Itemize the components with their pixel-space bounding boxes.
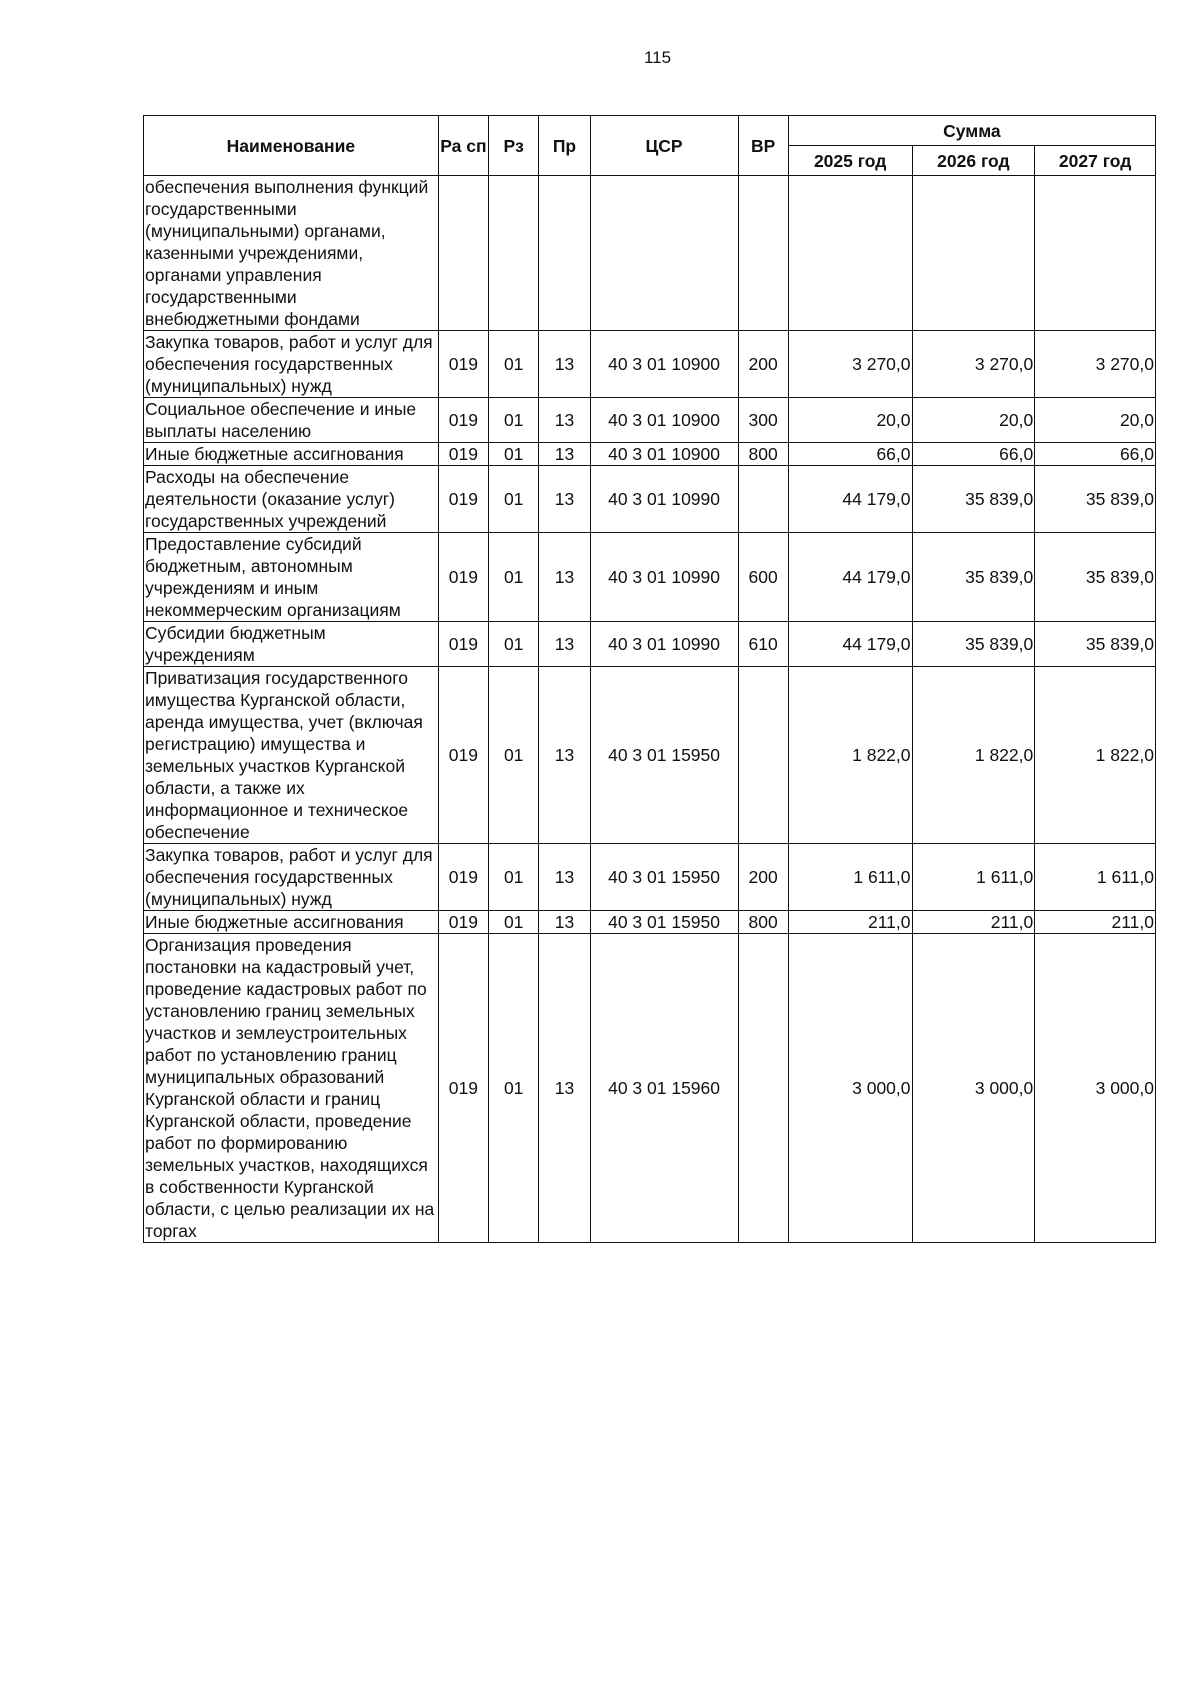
table-body bbox=[144, 176, 1156, 1243]
row-amount-2025: 1 822,0 bbox=[788, 667, 912, 844]
row-amount-2027: 211,0 bbox=[1035, 911, 1156, 934]
row-rz: 01 bbox=[489, 844, 539, 911]
table-row bbox=[144, 844, 1156, 911]
row-amount-2025: 3 270,0 bbox=[788, 331, 912, 398]
row-vr bbox=[738, 466, 788, 533]
row-name: Предоставление субсидий бюджетным, автономным учреждениям и иным некоммерческим организациям bbox=[144, 533, 439, 622]
row-pr: 13 bbox=[539, 398, 590, 443]
row-csr: 40 3 01 15950 bbox=[590, 911, 738, 934]
header-pr: Пр bbox=[539, 116, 590, 176]
row-amount-2025: 3 000,0 bbox=[788, 934, 912, 1243]
row-rz: 01 bbox=[489, 398, 539, 443]
row-amount-2025: 44 179,0 bbox=[788, 466, 912, 533]
row-csr bbox=[590, 176, 738, 331]
row-csr: 40 3 01 15960 bbox=[590, 934, 738, 1243]
row-rz: 01 bbox=[489, 331, 539, 398]
row-csr: 40 3 01 10990 bbox=[590, 466, 738, 533]
row-csr: 40 3 01 10900 bbox=[590, 331, 738, 398]
row-pr: 13 bbox=[539, 934, 590, 1243]
row-amount-2025: 44 179,0 bbox=[788, 533, 912, 622]
row-vr bbox=[738, 176, 788, 331]
table-row bbox=[144, 622, 1156, 667]
row-amount-2027: 3 000,0 bbox=[1035, 934, 1156, 1243]
row-csr: 40 3 01 15950 bbox=[590, 667, 738, 844]
row-rz: 01 bbox=[489, 443, 539, 466]
row-name: Закупка товаров, работ и услуг для обеспечения государственных (муниципальных) нужд bbox=[144, 844, 439, 911]
table-row bbox=[144, 466, 1156, 533]
row-amount-2026: 20,0 bbox=[912, 398, 1035, 443]
table-header bbox=[144, 116, 1156, 176]
row-rz: 01 bbox=[489, 934, 539, 1243]
row-rasp: 019 bbox=[438, 667, 488, 844]
header-rasp: Ра сп bbox=[438, 116, 488, 176]
row-rasp: 019 bbox=[438, 398, 488, 443]
row-rasp bbox=[438, 176, 488, 331]
header-vr: ВР bbox=[738, 116, 788, 176]
table-row bbox=[144, 398, 1156, 443]
row-amount-2027: 35 839,0 bbox=[1035, 466, 1156, 533]
row-pr: 13 bbox=[539, 331, 590, 398]
row-csr: 40 3 01 15950 bbox=[590, 844, 738, 911]
row-amount-2026: 35 839,0 bbox=[912, 622, 1035, 667]
row-csr: 40 3 01 10900 bbox=[590, 398, 738, 443]
table-row bbox=[144, 934, 1156, 1243]
row-amount-2027: 1 611,0 bbox=[1035, 844, 1156, 911]
table-row bbox=[144, 667, 1156, 844]
row-name: Расходы на обеспечение деятельности (оказание услуг) государственных учреждений bbox=[144, 466, 439, 533]
row-rasp: 019 bbox=[438, 911, 488, 934]
row-vr: 200 bbox=[738, 844, 788, 911]
row-csr: 40 3 01 10900 bbox=[590, 443, 738, 466]
row-amount-2025: 211,0 bbox=[788, 911, 912, 934]
header-rz: Рз bbox=[489, 116, 539, 176]
row-csr: 40 3 01 10990 bbox=[590, 533, 738, 622]
row-vr bbox=[738, 934, 788, 1243]
row-rasp: 019 bbox=[438, 533, 488, 622]
row-name: Приватизация государственного имущества Курганской области, аренда имущества, учет (включая регистрацию) имущества и земельных участков Курганской области, а также их информационное и техническое обеспечение bbox=[144, 667, 439, 844]
row-vr: 200 bbox=[738, 331, 788, 398]
row-pr: 13 bbox=[539, 466, 590, 533]
row-name: Закупка товаров, работ и услуг для обеспечения государственных (муниципальных) нужд bbox=[144, 331, 439, 398]
row-rasp: 019 bbox=[438, 934, 488, 1243]
row-rasp: 019 bbox=[438, 443, 488, 466]
row-amount-2027: 35 839,0 bbox=[1035, 533, 1156, 622]
row-pr: 13 bbox=[539, 622, 590, 667]
budget-table bbox=[143, 115, 1156, 1243]
header-year-2027: 2027 год bbox=[1035, 146, 1156, 176]
row-csr: 40 3 01 10990 bbox=[590, 622, 738, 667]
row-rz: 01 bbox=[489, 667, 539, 844]
table-row bbox=[144, 533, 1156, 622]
row-vr bbox=[738, 667, 788, 844]
row-amount-2026: 35 839,0 bbox=[912, 533, 1035, 622]
row-amount-2027: 35 839,0 bbox=[1035, 622, 1156, 667]
table-row bbox=[144, 911, 1156, 934]
row-rz: 01 bbox=[489, 622, 539, 667]
row-name: обеспечения выполнения функций государственными (муниципальными) органами, казенными учреждениями, органами управления государственными внебюджетными фондами bbox=[144, 176, 439, 331]
row-name: Социальное обеспечение и иные выплаты населению bbox=[144, 398, 439, 443]
row-vr: 600 bbox=[738, 533, 788, 622]
row-pr: 13 bbox=[539, 667, 590, 844]
row-rasp: 019 bbox=[438, 844, 488, 911]
row-amount-2026: 35 839,0 bbox=[912, 466, 1035, 533]
row-name: Иные бюджетные ассигнования bbox=[144, 443, 439, 466]
row-amount-2027 bbox=[1035, 176, 1156, 331]
row-amount-2025: 1 611,0 bbox=[788, 844, 912, 911]
row-name: Иные бюджетные ассигнования bbox=[144, 911, 439, 934]
row-rasp: 019 bbox=[438, 331, 488, 398]
row-amount-2027: 3 270,0 bbox=[1035, 331, 1156, 398]
row-amount-2027: 1 822,0 bbox=[1035, 667, 1156, 844]
row-amount-2026: 66,0 bbox=[912, 443, 1035, 466]
row-vr: 610 bbox=[738, 622, 788, 667]
row-amount-2025: 20,0 bbox=[788, 398, 912, 443]
row-amount-2026: 3 000,0 bbox=[912, 934, 1035, 1243]
header-sum: Сумма bbox=[788, 116, 1155, 146]
row-rasp: 019 bbox=[438, 466, 488, 533]
row-rz: 01 bbox=[489, 911, 539, 934]
header-csr: ЦСР bbox=[590, 116, 738, 176]
row-amount-2025 bbox=[788, 176, 912, 331]
table-row bbox=[144, 443, 1156, 466]
row-pr: 13 bbox=[539, 443, 590, 466]
row-name: Субсидии бюджетным учреждениям bbox=[144, 622, 439, 667]
row-amount-2025: 66,0 bbox=[788, 443, 912, 466]
row-rz: 01 bbox=[489, 533, 539, 622]
row-rz: 01 bbox=[489, 466, 539, 533]
header-name: Наименование bbox=[144, 116, 439, 176]
row-pr: 13 bbox=[539, 911, 590, 934]
row-amount-2027: 20,0 bbox=[1035, 398, 1156, 443]
row-pr: 13 bbox=[539, 533, 590, 622]
row-name: Организация проведения постановки на кадастровый учет, проведение кадастровых работ по установлению границ земельных участков и землеустроительных работ по установлению границ муниципальных образований Курганской области и границ Курганской области, проведение работ по формированию земельных участков, находящихся в собственности Курганской области, с целью реализации их на торгах bbox=[144, 934, 439, 1243]
row-amount-2026 bbox=[912, 176, 1035, 331]
header-year-2025: 2025 год bbox=[788, 146, 912, 176]
row-amount-2026: 1 611,0 bbox=[912, 844, 1035, 911]
row-amount-2026: 3 270,0 bbox=[912, 331, 1035, 398]
table-row bbox=[144, 331, 1156, 398]
row-pr: 13 bbox=[539, 844, 590, 911]
table-row bbox=[144, 176, 1156, 331]
row-amount-2025: 44 179,0 bbox=[788, 622, 912, 667]
row-vr: 800 bbox=[738, 911, 788, 934]
row-amount-2026: 1 822,0 bbox=[912, 667, 1035, 844]
page-number: 115 bbox=[643, 48, 672, 67]
row-rz bbox=[489, 176, 539, 331]
row-amount-2026: 211,0 bbox=[912, 911, 1035, 934]
row-vr: 300 bbox=[738, 398, 788, 443]
header-year-2026: 2026 год bbox=[912, 146, 1035, 176]
row-pr bbox=[539, 176, 590, 331]
row-rasp: 019 bbox=[438, 622, 488, 667]
row-vr: 800 bbox=[738, 443, 788, 466]
row-amount-2027: 66,0 bbox=[1035, 443, 1156, 466]
